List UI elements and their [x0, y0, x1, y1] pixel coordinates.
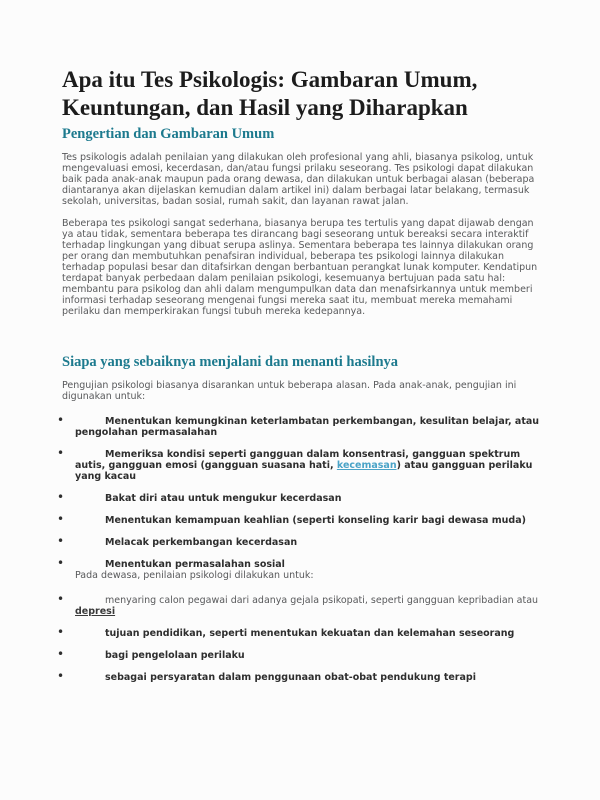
adults-reasons-list	[62, 595, 544, 683]
section-heading-who: Siapa yang sebaiknya menjalani dan menanti hasilnya	[62, 353, 399, 370]
overview-paragraph-2: Beberapa tes psikologi sangat sederhana, biasanya berupa tes tertulis yang dapat dijawab dengan ya atau tidak, sementara beberapa tes dirancang bagi seseorang untuk bereaksi secara interaktif terhadap lingkungan yang dibuat serupa aslinya. Sementara beberapa tes lainnya dilakukan orang per orang dan membutuhkan penafsiran individual, beberapa tes psikologi lainnya dilakukan terhadap populasi besar dan ditafsirkan dengan berbantuan perangkat lunak komputer. Kendatipun terdapat banyak perbedaan dalam penilaian psikologi, kesemuanya bertujuan pada satu hal: membantu para psikolog dan ahli dalam mengumpulkan data dan menafsirkannya untuk memberi informasi terhadap seseorang mengenai fungsi mereka saat itu, membuat mereka memahami perilaku dan memperkirakan fungsi tubuh mereka kedepannya.	[62, 217, 538, 317]
list-item-text: Bakat diri atau untuk mengukur kecerdasan	[105, 492, 342, 504]
adults-intro-paragraph: Pada dewasa, penilaian psikologi dilakukan untuk:	[75, 569, 314, 581]
page-title: Apa itu Tes Psikologis: Gambaran Umum, Keuntungan, dan Hasil yang Diharapkan	[62, 67, 478, 120]
depresi-link[interactable]: depresi	[75, 605, 116, 617]
list-item	[62, 416, 544, 438]
list-item	[62, 595, 544, 617]
list-item	[62, 515, 544, 526]
who-intro-paragraph: Pengujian psikologi biasanya disarankan untuk beberapa alasan. Pada anak-anak, pengujian ini digunakan untuk:	[62, 379, 517, 402]
list-item-text: Menentukan permasalahan sosial	[105, 558, 285, 570]
list-item-text: Menentukan kemungkinan keterlambatan perkembangan, kesulitan belajar, atau pengolahan permasalahan	[75, 415, 540, 438]
list-item-text: sebagai persyaratan dalam penggunaan obat-obat pendukung terapi	[105, 671, 476, 683]
list-item	[62, 493, 544, 504]
list-item	[62, 672, 544, 683]
list-item-text: Menentukan kemampuan keahlian (seperti konseling karir bagi dewasa muda)	[105, 514, 526, 526]
list-item	[62, 449, 544, 482]
list-item-text: bagi pengelolaan perilaku	[105, 649, 245, 661]
list-item-text: ) atau gangguan perilaku yang kacau	[75, 459, 533, 482]
list-item-text: tujuan pendidikan, seperti menentukan kekuatan dan kelemahan seseorang	[105, 627, 515, 639]
list-item-text: menyaring calon pegawai dari adanya gejala psikopati, seperti gangguan kepribadian atau	[105, 594, 539, 606]
kecemasan-link[interactable]: kecemasan	[336, 459, 397, 471]
list-item-text: Memeriksa kondisi seperti gangguan dalam konsentrasi, gangguan spektrum autis, gangguan emosi (gangguan suasana hati,	[75, 448, 521, 471]
list-item	[62, 650, 544, 661]
list-item-text: Melacak perkembangan kecerdasan	[105, 536, 298, 548]
section-heading-overview: Pengertian dan Gambaran Umum	[62, 126, 275, 143]
overview-paragraph-1: Tes psikologis adalah penilaian yang dilakukan oleh profesional yang ahli, biasanya psikolog, untuk mengevaluasi emosi, kecerdasan, dan/atau fungsi prilaku seseorang. Tes psikologi dapat dilakukan baik pada anak-anak maupun pada orang dewasa, dan dilakukan untuk berbagai alasan (beberapa diantaranya akan dijelaskan kemudian dalam artikel ini) dalam berbagai latar belakang, termasuk sekolah, universitas, badan sosial, rumah sakit, dan layanan rawat jalan.	[62, 151, 535, 207]
list-item	[62, 628, 544, 639]
children-reasons-list	[62, 416, 544, 570]
list-item	[62, 559, 544, 570]
list-item	[62, 537, 544, 548]
